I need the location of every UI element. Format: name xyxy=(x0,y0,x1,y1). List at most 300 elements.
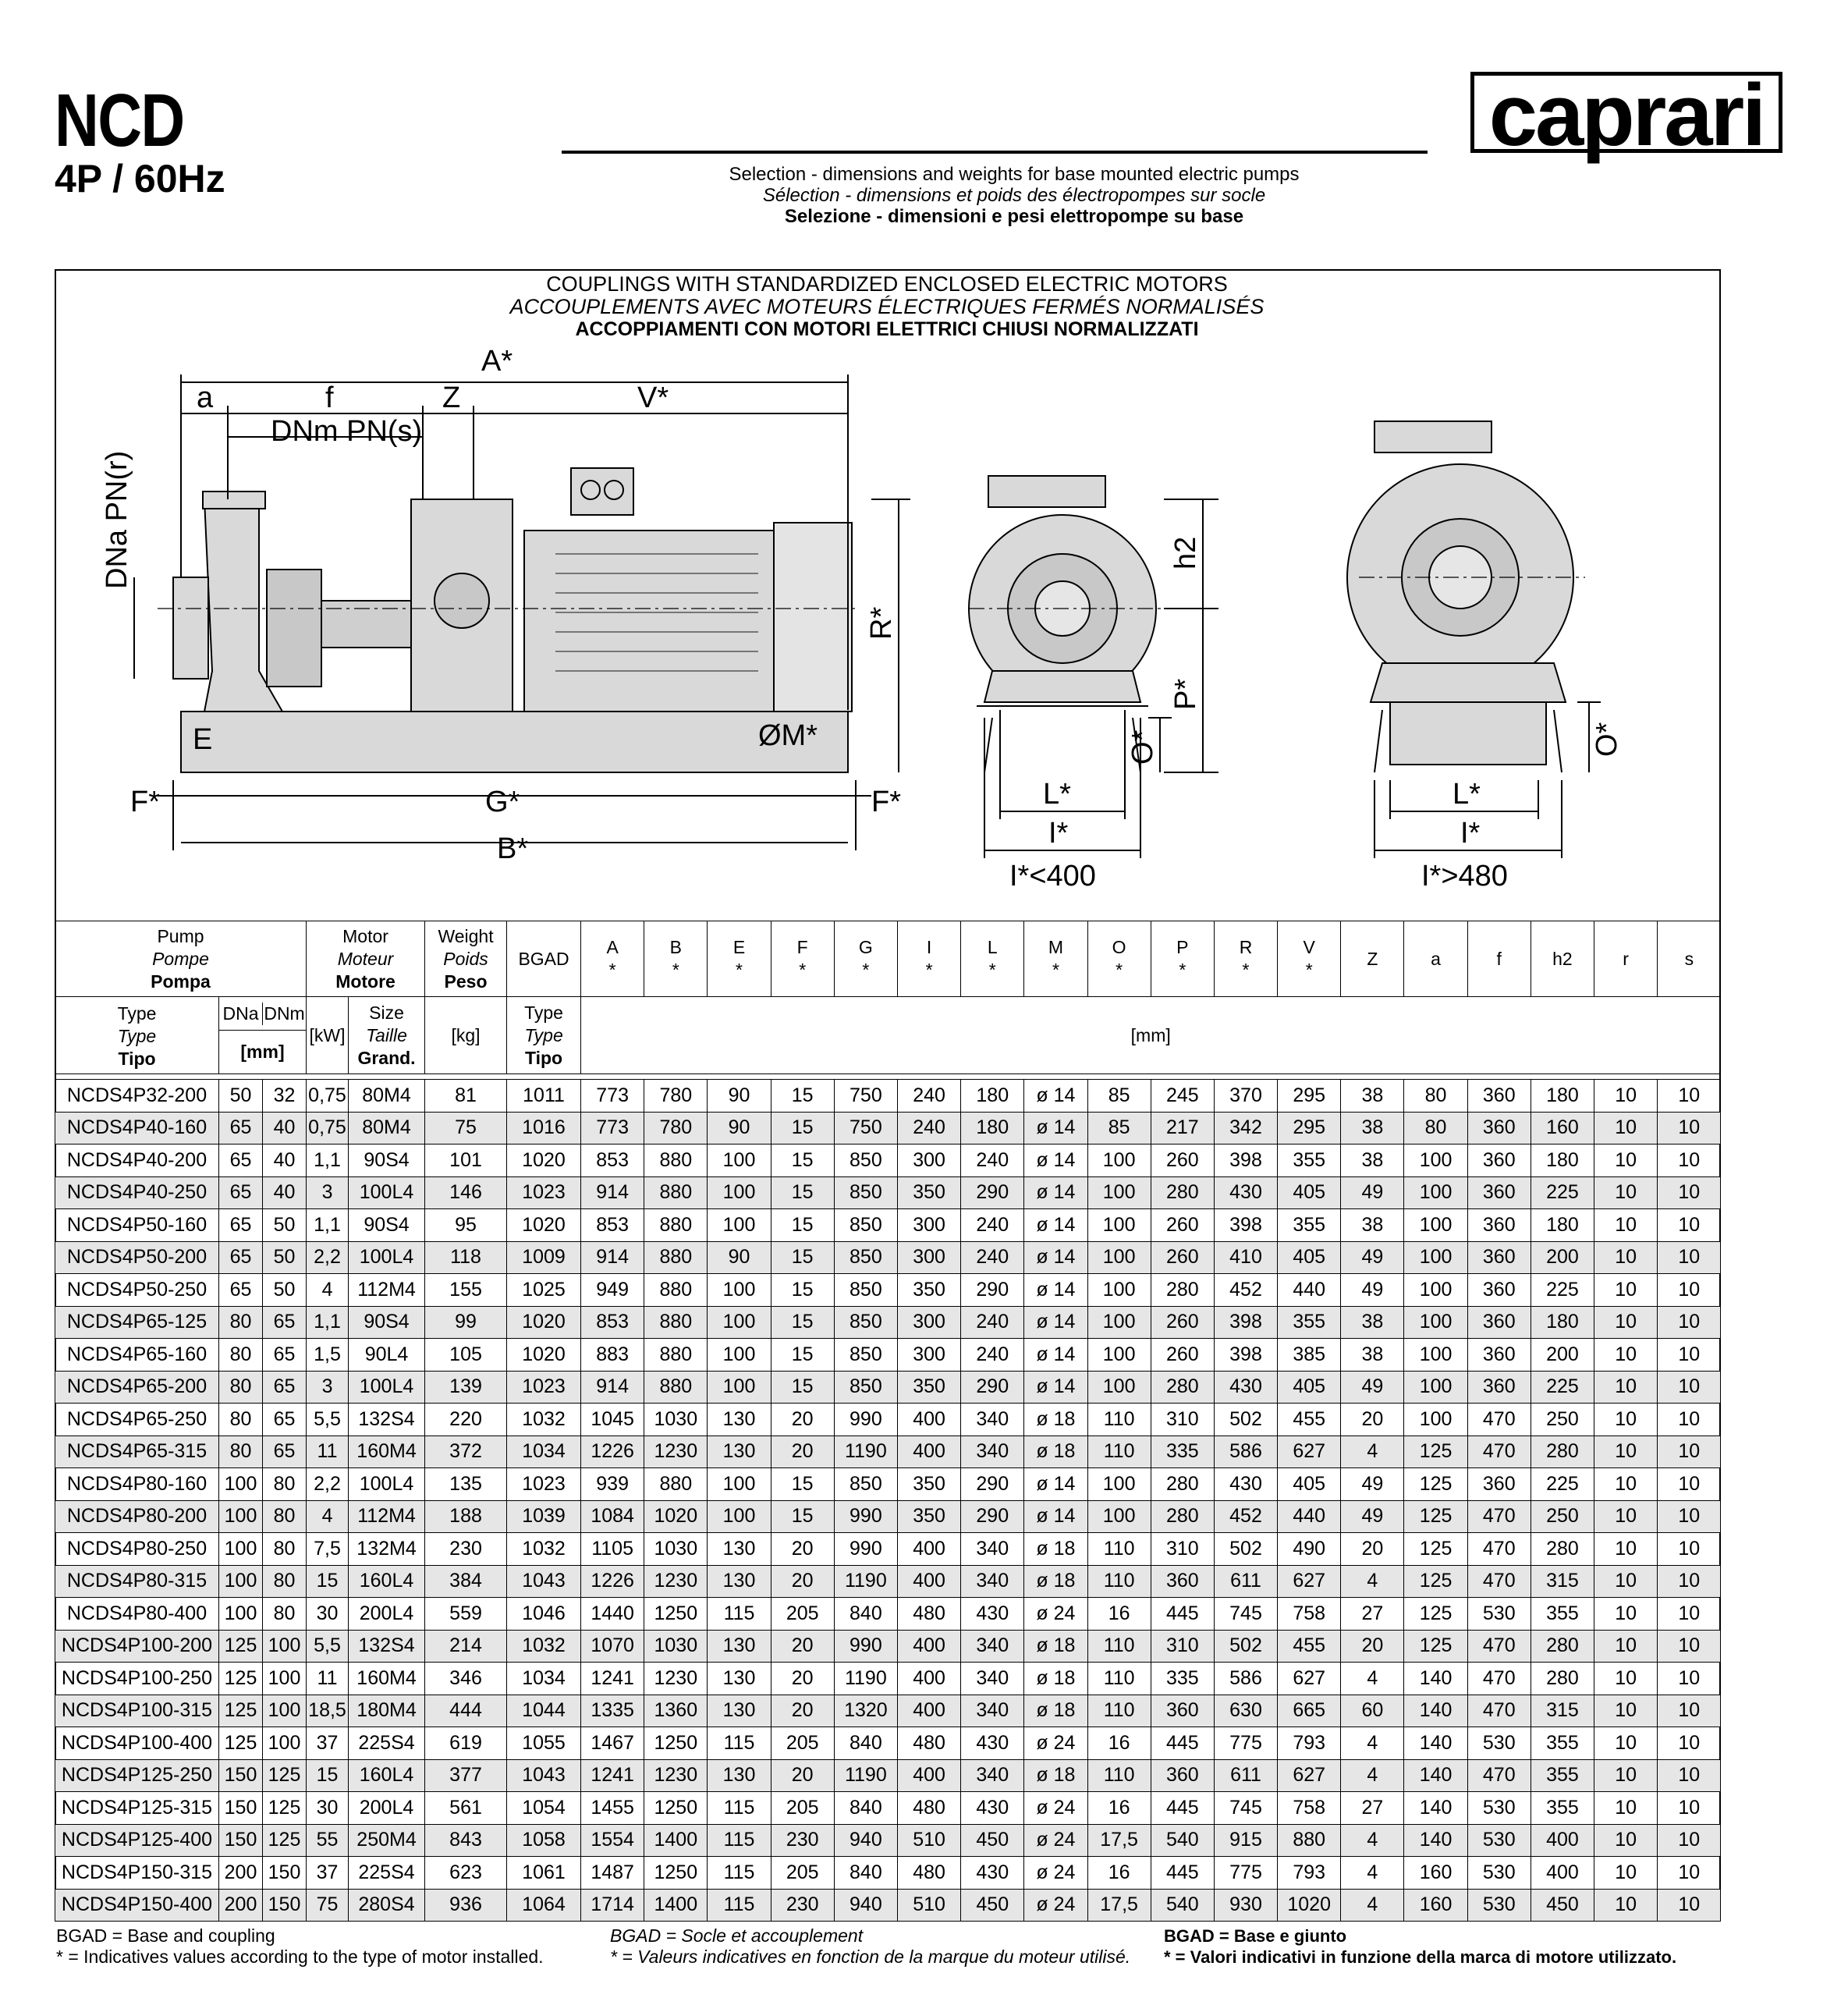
table-cell: 290 xyxy=(961,1468,1024,1501)
dimensions-table xyxy=(55,921,1721,1922)
table-cell: 140 xyxy=(1404,1792,1467,1825)
table-cell: 85 xyxy=(1087,1112,1151,1145)
table-cell: 100 xyxy=(1087,1306,1151,1339)
table-cell: 540 xyxy=(1151,1824,1214,1857)
table-cell: ø 18 xyxy=(1024,1565,1087,1598)
kw-header: [kW] xyxy=(307,997,349,1074)
table-cell: 80 xyxy=(219,1339,263,1372)
table-cell: 470 xyxy=(1467,1663,1531,1695)
table-cell: 10 xyxy=(1594,1598,1658,1631)
table-cell: 355 xyxy=(1531,1792,1594,1825)
table-cell: 38 xyxy=(1341,1080,1404,1113)
table-header-row-1 xyxy=(55,921,1721,997)
table-cell: 37 xyxy=(307,1857,349,1890)
table-cell: 360 xyxy=(1151,1565,1214,1598)
table-row xyxy=(55,1371,1721,1404)
pump-type-cell: NCDS4P125-315 xyxy=(55,1792,219,1825)
table-cell: 75 xyxy=(307,1889,349,1922)
table-cell: 10 xyxy=(1594,1241,1658,1274)
dim-h2-label: h2 xyxy=(1169,536,1202,570)
table-cell: 880 xyxy=(644,1274,708,1307)
table-cell: 4 xyxy=(1341,1436,1404,1468)
dn-header xyxy=(219,997,307,1074)
table-cell: 100 xyxy=(708,1500,771,1533)
table-cell: 10 xyxy=(1594,1857,1658,1890)
table-cell: 100 xyxy=(219,1468,263,1501)
table-cell: 4 xyxy=(1341,1565,1404,1598)
table-cell: 100 xyxy=(219,1565,263,1598)
table-cell: 100 xyxy=(263,1663,307,1695)
table-cell: 125 xyxy=(219,1663,263,1695)
table-cell: 1467 xyxy=(581,1727,644,1760)
table-row xyxy=(55,1112,1721,1145)
table-cell: 118 xyxy=(425,1241,507,1274)
table-cell: 1023 xyxy=(507,1176,581,1209)
table-row xyxy=(55,1695,1721,1727)
table-cell: 850 xyxy=(834,1209,897,1242)
table-cell: 2,2 xyxy=(307,1468,349,1501)
table-cell: 880 xyxy=(644,1339,708,1372)
table-cell: 10 xyxy=(1594,1792,1658,1825)
table-cell: 16 xyxy=(1087,1857,1151,1890)
table-cell: 750 xyxy=(834,1080,897,1113)
table-cell: 853 xyxy=(581,1306,644,1339)
table-cell: 1043 xyxy=(507,1565,581,1598)
couplings-en: COUPLINGS WITH STANDARDIZED ENCLOSED ELECTRIC MOTORS xyxy=(546,272,1228,296)
table-cell: 240 xyxy=(961,1306,1024,1339)
table-cell: 90 xyxy=(708,1112,771,1145)
table-cell: 65 xyxy=(219,1241,263,1274)
table-cell: 10 xyxy=(1594,1339,1658,1372)
table-cell: 205 xyxy=(771,1857,834,1890)
table-cell: 355 xyxy=(1531,1598,1594,1631)
table-cell: 280 xyxy=(1531,1533,1594,1566)
table-cell: 150 xyxy=(219,1759,263,1792)
table-cell: 949 xyxy=(581,1274,644,1307)
table-cell: 880 xyxy=(644,1306,708,1339)
table-cell: 240 xyxy=(897,1112,960,1145)
table-row xyxy=(55,1759,1721,1792)
table-cell: 125 xyxy=(1404,1565,1467,1598)
table-cell: 1058 xyxy=(507,1824,581,1857)
table-cell: 400 xyxy=(897,1533,960,1566)
table-cell: 280 xyxy=(1531,1436,1594,1468)
table-cell: 90 xyxy=(708,1080,771,1113)
table-cell: 280 xyxy=(1151,1274,1214,1307)
table-cell: 10 xyxy=(1658,1759,1721,1792)
pump-type-cell: NCDS4P100-250 xyxy=(55,1663,219,1695)
table-cell: 10 xyxy=(1594,1209,1658,1242)
table-cell: 100 xyxy=(1404,1371,1467,1404)
table-cell: 1455 xyxy=(581,1792,644,1825)
table-cell: 405 xyxy=(1278,1371,1341,1404)
table-cell: 80 xyxy=(219,1436,263,1468)
table-cell: 377 xyxy=(425,1759,507,1792)
dim-header-M: M * xyxy=(1024,921,1087,997)
table-cell: 180 xyxy=(1531,1209,1594,1242)
dim-header-L: L * xyxy=(961,921,1024,997)
table-cell: 115 xyxy=(708,1857,771,1890)
dn-unit: [mm] xyxy=(240,1041,285,1062)
table-cell: 1241 xyxy=(581,1759,644,1792)
pump-type-cell: NCDS4P65-250 xyxy=(55,1404,219,1436)
table-cell: 280 xyxy=(1531,1630,1594,1663)
table-cell: 55 xyxy=(307,1824,349,1857)
table-cell: ø 14 xyxy=(1024,1339,1087,1372)
table-cell: 230 xyxy=(771,1824,834,1857)
table-cell: 853 xyxy=(581,1145,644,1177)
table-cell: 350 xyxy=(897,1371,960,1404)
table-cell: 38 xyxy=(1341,1209,1404,1242)
pump-type-cell: NCDS4P40-160 xyxy=(55,1112,219,1145)
table-cell: 100 xyxy=(263,1695,307,1727)
table-cell: 20 xyxy=(771,1565,834,1598)
table-cell: 10 xyxy=(1594,1080,1658,1113)
table-cell: 280 xyxy=(1151,1468,1214,1501)
table-cell: 295 xyxy=(1278,1112,1341,1145)
table-cell: 100 xyxy=(263,1630,307,1663)
table-cell: 340 xyxy=(961,1436,1024,1468)
table-cell: 65 xyxy=(219,1112,263,1145)
table-cell: 20 xyxy=(771,1533,834,1566)
table-cell: 780 xyxy=(644,1080,708,1113)
table-cell: 100 xyxy=(1404,1145,1467,1177)
table-cell: 101 xyxy=(425,1145,507,1177)
table-cell: 100 xyxy=(1087,1209,1151,1242)
table-cell: 125 xyxy=(263,1759,307,1792)
table-cell: 100 xyxy=(708,1306,771,1339)
dim-header-s: s xyxy=(1658,921,1721,997)
table-cell: 360 xyxy=(1467,1241,1531,1274)
table-row xyxy=(55,1436,1721,1468)
table-cell: 65 xyxy=(219,1209,263,1242)
table-cell: 4 xyxy=(1341,1889,1404,1922)
table-cell: 15 xyxy=(771,1339,834,1372)
table-cell: 10 xyxy=(1594,1889,1658,1922)
table-cell: 1034 xyxy=(507,1663,581,1695)
table-cell: 773 xyxy=(581,1080,644,1113)
table-cell: 38 xyxy=(1341,1112,1404,1145)
table-cell: 586 xyxy=(1214,1663,1277,1695)
table-cell: 340 xyxy=(961,1630,1024,1663)
table-row xyxy=(55,1792,1721,1825)
table-cell: 430 xyxy=(961,1598,1024,1631)
table-cell: 49 xyxy=(1341,1241,1404,1274)
table-cell: 65 xyxy=(263,1436,307,1468)
dim-header-V: V * xyxy=(1278,921,1341,997)
dim-header-B: B * xyxy=(644,921,708,997)
table-cell: 90S4 xyxy=(349,1145,425,1177)
table-cell: 90S4 xyxy=(349,1306,425,1339)
table-row xyxy=(55,1274,1721,1307)
table-cell: ø 18 xyxy=(1024,1533,1087,1566)
table-cell: 1043 xyxy=(507,1759,581,1792)
table-cell: 1061 xyxy=(507,1857,581,1890)
table-cell: 398 xyxy=(1214,1145,1277,1177)
table-cell: 100 xyxy=(708,1274,771,1307)
dim-header-A: A * xyxy=(581,921,644,997)
table-cell: 100 xyxy=(219,1500,263,1533)
table-cell: 105 xyxy=(425,1339,507,1372)
table-row xyxy=(55,1565,1721,1598)
table-cell: 240 xyxy=(961,1209,1024,1242)
table-cell: 665 xyxy=(1278,1695,1341,1727)
table-cell: 300 xyxy=(897,1209,960,1242)
pump-type-cell: NCDS4P40-250 xyxy=(55,1176,219,1209)
table-cell: 10 xyxy=(1658,1500,1721,1533)
type-header: Type Type Tipo xyxy=(55,997,219,1074)
table-cell: 10 xyxy=(1658,1630,1721,1663)
table-cell: 1030 xyxy=(644,1630,708,1663)
table-cell: 1226 xyxy=(581,1436,644,1468)
table-cell: 400 xyxy=(897,1630,960,1663)
table-cell: 10 xyxy=(1658,1824,1721,1857)
table-cell: 310 xyxy=(1151,1630,1214,1663)
table-cell: 1020 xyxy=(507,1145,581,1177)
table-cell: 160M4 xyxy=(349,1663,425,1695)
table-cell: 0,75 xyxy=(307,1080,349,1113)
table-cell: 20 xyxy=(771,1759,834,1792)
table-cell: 360 xyxy=(1467,1468,1531,1501)
pump-type-cell: NCDS4P50-250 xyxy=(55,1274,219,1307)
bgad-type-header: Type Type Tipo xyxy=(507,997,581,1074)
dim-B-label: B* xyxy=(497,832,529,865)
table-cell: 15 xyxy=(771,1209,834,1242)
dim-header-R: R * xyxy=(1214,921,1277,997)
table-cell: 914 xyxy=(581,1241,644,1274)
table-cell: 445 xyxy=(1151,1792,1214,1825)
table-cell: 230 xyxy=(771,1889,834,1922)
table-cell: 346 xyxy=(425,1663,507,1695)
table-cell: 5,5 xyxy=(307,1404,349,1436)
table-cell: 85 xyxy=(1087,1080,1151,1113)
table-cell: 110 xyxy=(1087,1630,1151,1663)
table-cell: 49 xyxy=(1341,1500,1404,1533)
table-cell: 445 xyxy=(1151,1857,1214,1890)
table-cell: 20 xyxy=(771,1663,834,1695)
table-cell: 10 xyxy=(1658,1792,1721,1825)
table-cell: ø 24 xyxy=(1024,1727,1087,1760)
table-cell: 60 xyxy=(1341,1695,1404,1727)
table-cell: 930 xyxy=(1214,1889,1277,1922)
table-cell: 180 xyxy=(961,1080,1024,1113)
table-cell: 80 xyxy=(263,1468,307,1501)
pump-type-cell: NCDS4P150-315 xyxy=(55,1857,219,1890)
table-cell: 1084 xyxy=(581,1500,644,1533)
table-cell: 10 xyxy=(1658,1533,1721,1566)
dim-header-a: a xyxy=(1404,921,1467,997)
table-cell: 480 xyxy=(897,1857,960,1890)
table-cell: 140 xyxy=(1404,1824,1467,1857)
table-cell: 160 xyxy=(1404,1889,1467,1922)
table-cell: 1400 xyxy=(644,1889,708,1922)
table-cell: 400 xyxy=(897,1404,960,1436)
table-cell: 350 xyxy=(897,1468,960,1501)
dim-f-label: f xyxy=(325,382,334,414)
table-cell: ø 24 xyxy=(1024,1857,1087,1890)
table-cell: ø 18 xyxy=(1024,1436,1087,1468)
pump-type-cell: NCDS4P80-315 xyxy=(55,1565,219,1598)
table-cell: 10 xyxy=(1658,1274,1721,1307)
table-cell: 400 xyxy=(897,1436,960,1468)
table-cell: 1025 xyxy=(507,1274,581,1307)
table-cell: 180M4 xyxy=(349,1695,425,1727)
dim-O-label-2: O* xyxy=(1591,722,1623,757)
table-cell: 775 xyxy=(1214,1727,1277,1760)
table-cell: 115 xyxy=(708,1792,771,1825)
table-cell: 65 xyxy=(263,1339,307,1372)
table-cell: 16 xyxy=(1087,1598,1151,1631)
table-cell: 1226 xyxy=(581,1565,644,1598)
dim-DNa-label: DNa PN(r) xyxy=(101,450,133,589)
table-cell: 15 xyxy=(771,1080,834,1113)
table-cell: 1,1 xyxy=(307,1209,349,1242)
table-cell: 10 xyxy=(1658,1339,1721,1372)
table-row xyxy=(55,1500,1721,1533)
table-cell: 110 xyxy=(1087,1565,1151,1598)
dim-P-label: P* xyxy=(1169,678,1202,710)
footnote-en: BGAD = Base and coupling * = Indicatives values according to the type of motor installed. xyxy=(56,1925,544,1967)
table-cell: 1016 xyxy=(507,1112,581,1145)
pump-type-cell: NCDS4P65-200 xyxy=(55,1371,219,1404)
table-cell: 205 xyxy=(771,1727,834,1760)
table-cell: 1039 xyxy=(507,1500,581,1533)
header-rule xyxy=(562,151,1428,154)
table-cell: 49 xyxy=(1341,1176,1404,1209)
table-cell: 1250 xyxy=(644,1727,708,1760)
table-cell: 10 xyxy=(1594,1112,1658,1145)
pump-type-cell: NCDS4P40-200 xyxy=(55,1145,219,1177)
table-cell: 1190 xyxy=(834,1663,897,1695)
table-cell: 50 xyxy=(263,1274,307,1307)
table-cell: 125 xyxy=(1404,1533,1467,1566)
table-row xyxy=(55,1727,1721,1760)
table-cell: 1020 xyxy=(507,1339,581,1372)
table-cell: 530 xyxy=(1467,1824,1531,1857)
table-cell: 1335 xyxy=(581,1695,644,1727)
dna-header: DNa xyxy=(219,1003,263,1025)
table-cell: ø 14 xyxy=(1024,1274,1087,1307)
table-cell: 10 xyxy=(1658,1404,1721,1436)
table-cell: 130 xyxy=(708,1404,771,1436)
table-cell: 10 xyxy=(1594,1565,1658,1598)
table-cell: 611 xyxy=(1214,1565,1277,1598)
table-cell: 10 xyxy=(1658,1889,1721,1922)
table-cell: 290 xyxy=(961,1176,1024,1209)
table-cell: 400 xyxy=(897,1565,960,1598)
table-cell: 627 xyxy=(1278,1565,1341,1598)
motor-header: Motor Moteur Motore xyxy=(307,921,425,997)
table-cell: 125 xyxy=(263,1824,307,1857)
table-cell: 1030 xyxy=(644,1533,708,1566)
table-row xyxy=(55,1889,1721,1922)
table-cell: 245 xyxy=(1151,1080,1214,1113)
table-cell: 355 xyxy=(1278,1209,1341,1242)
table-cell: 115 xyxy=(708,1727,771,1760)
table-cell: 15 xyxy=(771,1306,834,1339)
table-cell: 280 xyxy=(1151,1500,1214,1533)
table-cell: 125 xyxy=(219,1695,263,1727)
table-row xyxy=(55,1857,1721,1890)
table-cell: 586 xyxy=(1214,1436,1277,1468)
table-cell: 260 xyxy=(1151,1241,1214,1274)
dim-M-label: ØM* xyxy=(758,719,818,752)
dim-header-E: E * xyxy=(708,921,771,997)
table-cell: 15 xyxy=(307,1565,349,1598)
table-cell: 1032 xyxy=(507,1630,581,1663)
pump-type-cell: NCDS4P50-160 xyxy=(55,1209,219,1242)
table-cell: 540 xyxy=(1151,1889,1214,1922)
table-cell: 530 xyxy=(1467,1598,1531,1631)
table-cell: 125 xyxy=(1404,1630,1467,1663)
table-cell: 49 xyxy=(1341,1468,1404,1501)
table-cell: 10 xyxy=(1658,1112,1721,1145)
table-cell: 40 xyxy=(263,1145,307,1177)
table-cell: 850 xyxy=(834,1176,897,1209)
table-cell: 758 xyxy=(1278,1792,1341,1825)
table-cell: 1190 xyxy=(834,1436,897,1468)
pump-dimension-drawing xyxy=(56,343,1719,921)
table-cell: 100 xyxy=(1087,1371,1151,1404)
table-cell: 850 xyxy=(834,1468,897,1501)
table-cell: 880 xyxy=(644,1371,708,1404)
pump-type-cell: NCDS4P65-160 xyxy=(55,1339,219,1372)
table-cell: 11 xyxy=(307,1436,349,1468)
table-cell: 1230 xyxy=(644,1436,708,1468)
table-cell: 745 xyxy=(1214,1792,1277,1825)
table-cell: 530 xyxy=(1467,1727,1531,1760)
table-cell: 100 xyxy=(1404,1176,1467,1209)
dim-header-h2: h2 xyxy=(1531,921,1594,997)
table-cell: 1055 xyxy=(507,1727,581,1760)
table-cell: 250 xyxy=(1531,1500,1594,1533)
table-cell: 372 xyxy=(425,1436,507,1468)
table-cell: 30 xyxy=(307,1792,349,1825)
table-cell: 1011 xyxy=(507,1080,581,1113)
table-cell: 217 xyxy=(1151,1112,1214,1145)
table-cell: 80 xyxy=(263,1500,307,1533)
table-cell: 130 xyxy=(708,1695,771,1727)
table-cell: 80M4 xyxy=(349,1112,425,1145)
table-cell: 280S4 xyxy=(349,1889,425,1922)
table-cell: 1,1 xyxy=(307,1306,349,1339)
table-cell: 773 xyxy=(581,1112,644,1145)
footnote-it: BGAD = Base e giunto * = Valori indicativi in funzione della marca di motore utilizzato. xyxy=(1164,1926,1677,1967)
table-cell: 100 xyxy=(1404,1404,1467,1436)
table-cell: 20 xyxy=(1341,1630,1404,1663)
table-cell: 502 xyxy=(1214,1533,1277,1566)
table-cell: 1032 xyxy=(507,1533,581,1566)
table-cell: 125 xyxy=(1404,1436,1467,1468)
table-cell: 455 xyxy=(1278,1404,1341,1436)
table-cell: 445 xyxy=(1151,1727,1214,1760)
table-cell: 1,5 xyxy=(307,1339,349,1372)
table-cell: 1009 xyxy=(507,1241,581,1274)
pump-type-cell: NCDS4P65-315 xyxy=(55,1436,219,1468)
table-cell: 300 xyxy=(897,1339,960,1372)
table-cell: 398 xyxy=(1214,1209,1277,1242)
table-cell: ø 18 xyxy=(1024,1630,1087,1663)
table-cell: 180 xyxy=(1531,1080,1594,1113)
table-cell: 125 xyxy=(263,1792,307,1825)
table-cell: 99 xyxy=(425,1306,507,1339)
table-cell: 470 xyxy=(1467,1565,1531,1598)
table-cell: 360 xyxy=(1467,1274,1531,1307)
table-cell: 260 xyxy=(1151,1339,1214,1372)
table-cell: 10 xyxy=(1658,1080,1721,1113)
dim-I-label-1: I* xyxy=(1048,817,1069,850)
table-row xyxy=(55,1209,1721,1242)
